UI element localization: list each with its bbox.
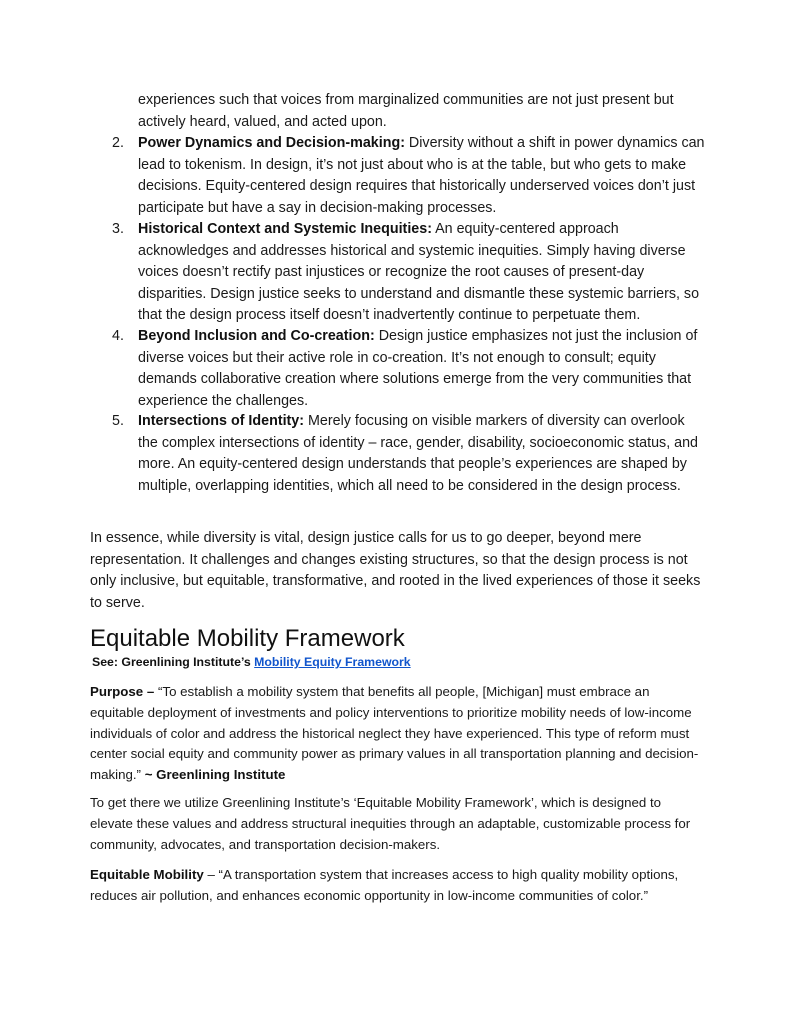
purpose-label: Purpose –: [90, 684, 155, 699]
see-reference: [92, 654, 411, 670]
section-heading: Equitable Mobility Framework: [90, 625, 405, 652]
list-item-title: Historical Context and Systemic Inequities:: [138, 221, 432, 237]
list-item-continuation: experiences such that voices from marginalized communities are not just present but actively heard, valued, and acted upon.: [138, 92, 674, 130]
list-number: 3.: [112, 221, 124, 237]
framework-paragraph: To get there we utilize Greenlining Institute’s ‘Equitable Mobility Framework’, which is designed to elevate these values and address structural inequities through an adaptable, customizable process for community, advocates, and transportation decision-makers.: [90, 795, 691, 852]
list-item-title: Intersections of Identity:: [138, 413, 305, 429]
mobility-equity-framework-link[interactable]: Mobility Equity Framework: [254, 655, 411, 669]
purpose-paragraph: [90, 682, 705, 786]
list-item-text: Diversity without a shift in power dynamics can lead to tokenism. In design, it’s not just about who is at the table, but who gets to make decisions. Equity-centered design requires that historically underserved voices don’t just participate but have a say in decision-making processes.: [138, 135, 705, 216]
definition-label: Equitable Mobility: [90, 867, 204, 882]
list-item-title: Power Dynamics and Decision-making:: [138, 135, 405, 151]
essence-paragraph: In essence, while diversity is vital, design justice calls for us to go deeper, beyond mere representation. It challenges and changes existing structures, so that the design process is not only inclusive, but equitable, transformative, and rooted in the lived experiences of those it seeks to serve.: [90, 530, 701, 611]
list-number: 2.: [112, 135, 124, 151]
definition-paragraph: [90, 865, 705, 907]
list-number: 5.: [112, 413, 124, 429]
list-item-title: Beyond Inclusion and Co-creation:: [138, 328, 375, 344]
list-number: 4.: [112, 328, 124, 344]
list-item-text: Merely focusing on visible markers of diversity can overlook the complex intersections of identity – race, gender, disability, socioeconomic status, and more. An equity-centered design understands that people’s experiences are shaped by multiple, overlapping identities, which all need to be considered in the design process.: [138, 413, 698, 494]
purpose-attribution: ~ Greenlining Institute: [144, 767, 286, 783]
purpose-quote: “To establish a mobility system that benefits all people, [Michigan] must embrace an equitable deployment of investments and policy interventions to prioritize mobility needs of low-income individuals of color and address the historical neglect they have experienced. This type of reform must center social equity and community power as primary values in all transportation planning and decision-making.”: [90, 684, 699, 783]
definition-text: – “A transportation system that increases access to high quality mobility options, reduces air pollution, and enhances economic opportunity in low-income communities of color.”: [90, 867, 679, 903]
list-item-text: Design justice emphasizes not just the inclusion of diverse voices but their active role in co-creation. It’s not enough to consult; equity demands collaborative creation where solutions emerge from the very communities that experience the challenges.: [138, 328, 698, 409]
see-prefix: See: Greenlining Institute’s: [92, 655, 255, 669]
list-item-text: An equity-centered approach acknowledges and addresses historical and systemic inequities. Simply having diverse voices doesn’t rectify past injustices or recognize the root causes of present-day disparities. Design justice seeks to understand and dismantle these systemic barriers, so that the design process itself doesn’t inadvertently continue to perpetuate them.: [138, 221, 700, 323]
